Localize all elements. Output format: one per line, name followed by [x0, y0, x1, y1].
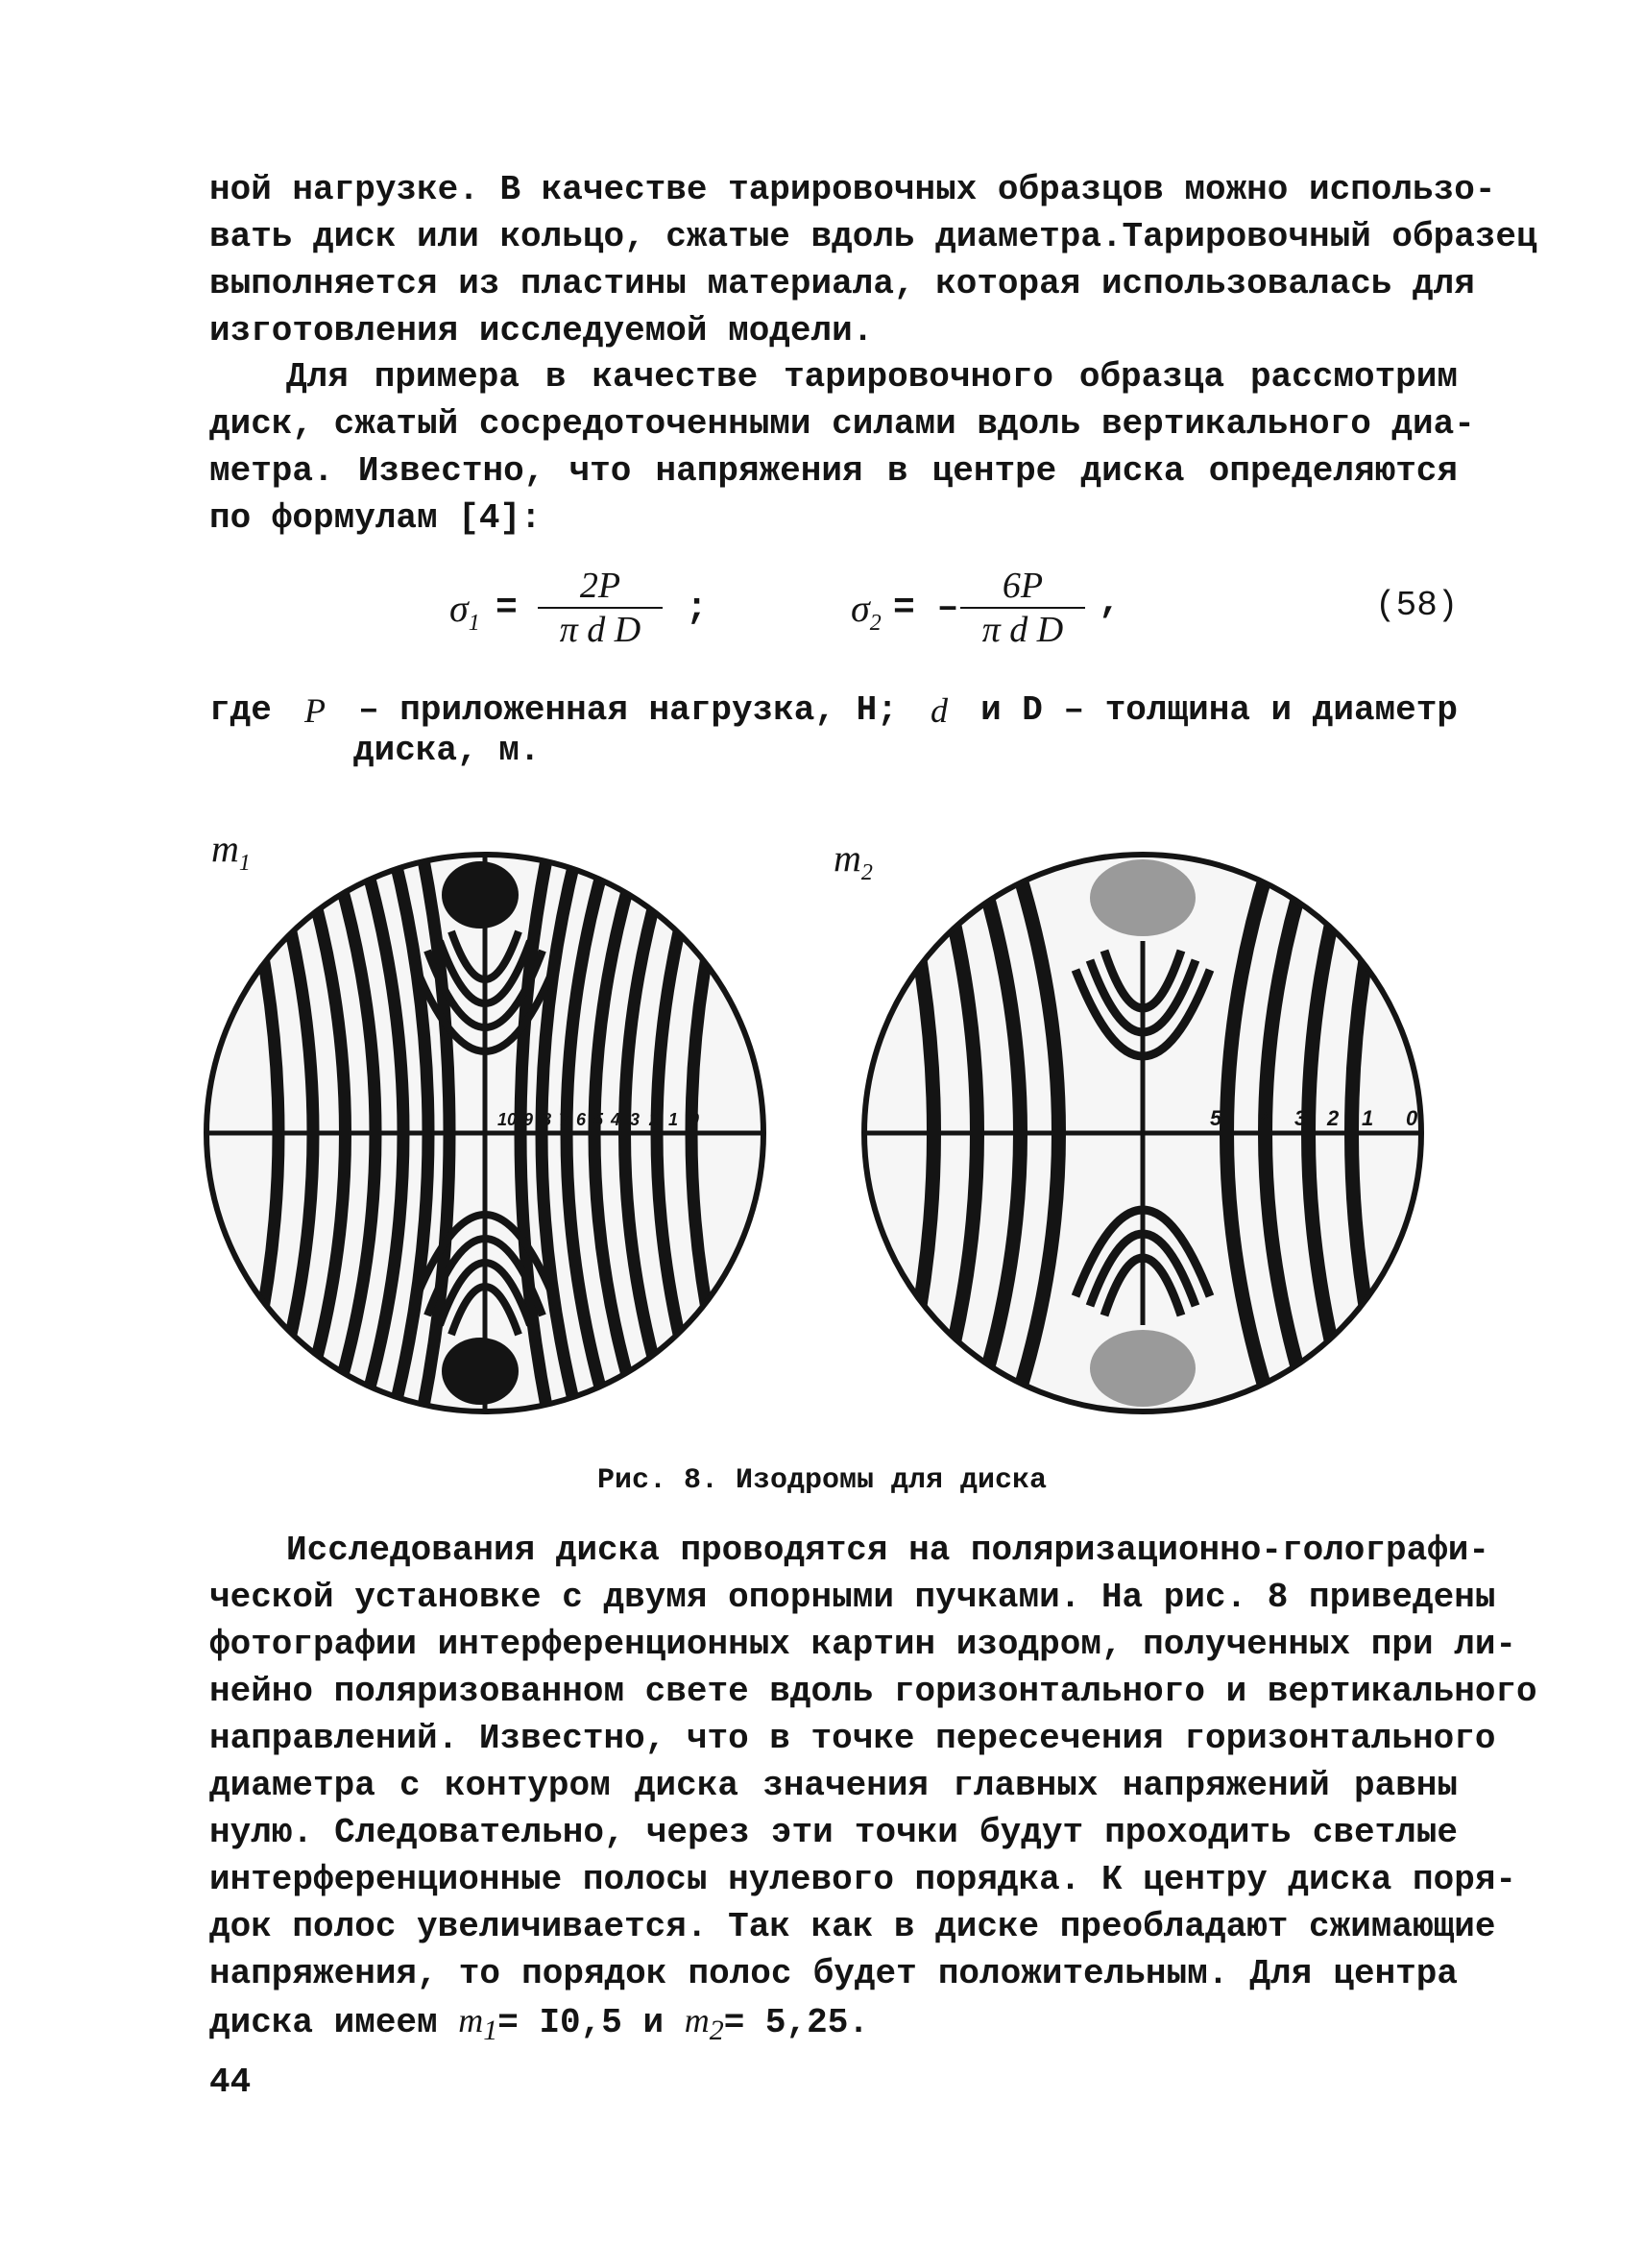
- paragraph-3: [209, 1527, 1537, 2047]
- text-line: направлений. Известно, что в точке пересечения горизонтального: [209, 1719, 1496, 1758]
- text-line: нулю. Следовательно, через эти точки будут проходить светлые: [209, 1813, 1458, 1852]
- fringe-order: 9: [523, 1110, 534, 1129]
- where-word: где: [209, 690, 272, 730]
- variable-definitions: [209, 689, 1458, 770]
- fringe-order: 5: [593, 1110, 604, 1129]
- sigma-2-symbol: $\sigma_2$: [851, 587, 882, 636]
- var-p: P: [303, 691, 326, 730]
- text-line: Исследования диска проводятся на поляризационно-голографи-: [286, 1531, 1490, 1570]
- definition-text: и D – толщина и диаметр: [980, 690, 1458, 730]
- fringe-order: 4: [611, 1110, 621, 1129]
- figure-8: [192, 826, 1460, 1421]
- text-line: изготовления исследуемой модели.: [209, 311, 874, 350]
- var-d: d: [930, 691, 948, 730]
- fringe-order: 5: [1210, 1106, 1222, 1130]
- fringe-order: 2: [649, 1110, 660, 1129]
- fringe-order: 6: [576, 1110, 587, 1129]
- text-fragment: = 5,25.: [723, 2003, 869, 2042]
- text-line: ческой установке с двумя опорными пучками. На рис. 8 приведены: [209, 1578, 1496, 1617]
- fringe-order: 4: [1260, 1106, 1272, 1130]
- paragraph-2: [209, 353, 1475, 542]
- fraction-1: [538, 565, 663, 651]
- label-m2: $m_2$: [834, 836, 873, 885]
- text-line-final: [209, 1997, 1458, 2047]
- fringe-order: 1: [668, 1110, 679, 1129]
- denominator: π d D: [981, 610, 1064, 650]
- fringe-order: 7: [559, 1110, 569, 1129]
- text-line: вать диск или кольцо, сжатые вдоль диаметра.Тарировочный образец: [209, 217, 1537, 256]
- text-line: диск, сжатый сосредоточенными силами вдоль вертикального диа-: [209, 404, 1475, 444]
- text-line: док полос увеличивается. Так как в диске преобладают сжимающие: [209, 1907, 1496, 1946]
- numerator: 2P: [579, 566, 621, 606]
- fringe-order: 0: [1406, 1106, 1418, 1130]
- formula-58: [0, 557, 1644, 663]
- equals-minus-sign: = –: [893, 588, 959, 629]
- fringe-order: 3: [630, 1110, 641, 1129]
- disk-left-order-labels: [497, 1110, 699, 1129]
- definitions-line-2: диска, м.: [353, 731, 541, 770]
- text-line: выполняется из пластины материала, которая использовалась для: [209, 264, 1475, 303]
- fringe-order: 3: [1294, 1106, 1307, 1130]
- text-line: напряжения, то порядок полос будет положительным. Для центра: [209, 1954, 1458, 1993]
- fringe-order: 8: [542, 1110, 552, 1129]
- text-line: диаметра с контуром диска значения главных напряжений равны: [209, 1766, 1458, 1805]
- comma: ,: [1099, 582, 1121, 623]
- equals-sign: =: [496, 588, 518, 629]
- fringe-order: 0: [689, 1110, 700, 1129]
- fringe-order: 1: [1362, 1106, 1374, 1130]
- text-line: Для примера в качестве тарировочного образца рассмотрим: [286, 357, 1458, 397]
- text-line: интерференционные полосы нулевого порядка. К центру диска поря-: [209, 1860, 1517, 1899]
- isodrome-figure-svg: [192, 826, 1460, 1421]
- label-m1: $m_1$: [211, 827, 251, 876]
- text-line: нейно поляризованном свете вдоль горизонтального и вертикального: [209, 1672, 1537, 1711]
- text-fragment: = I0,5 и: [497, 2003, 665, 2042]
- numerator: 6P: [1002, 566, 1044, 606]
- m2-symbol: $m_2$: [684, 2001, 724, 2047]
- text-line: метра. Известно, что напряжения в центре диска определяются: [209, 451, 1458, 491]
- text-fragment: диска имеем: [209, 2003, 438, 2042]
- semicolon: ;: [686, 588, 708, 629]
- text-line: по формулам [4]:: [209, 498, 542, 538]
- m1-symbol: $m_1$: [458, 2001, 498, 2047]
- figure-caption: Рис. 8. Изодромы для диска: [596, 1464, 1048, 1497]
- text-line: ной нагрузке. В качестве тарировочных образцов можно использо-: [209, 170, 1496, 209]
- text-line: фотографии интерференционных картин изодром, полученных при ли-: [209, 1625, 1517, 1664]
- definition-text: – приложенная нагрузка, Н;: [358, 690, 898, 730]
- denominator: π d D: [559, 610, 641, 650]
- fraction-2: [960, 565, 1085, 651]
- fringe-order: 10: [497, 1110, 518, 1129]
- sigma-1-symbol: $\sigma_1$: [449, 587, 480, 636]
- paragraph-1: [209, 166, 1537, 354]
- page-number: 44: [209, 2063, 252, 2102]
- fringe-order: 2: [1327, 1106, 1340, 1130]
- equation-number: (58): [1375, 586, 1459, 625]
- definitions-line: [209, 689, 1458, 732]
